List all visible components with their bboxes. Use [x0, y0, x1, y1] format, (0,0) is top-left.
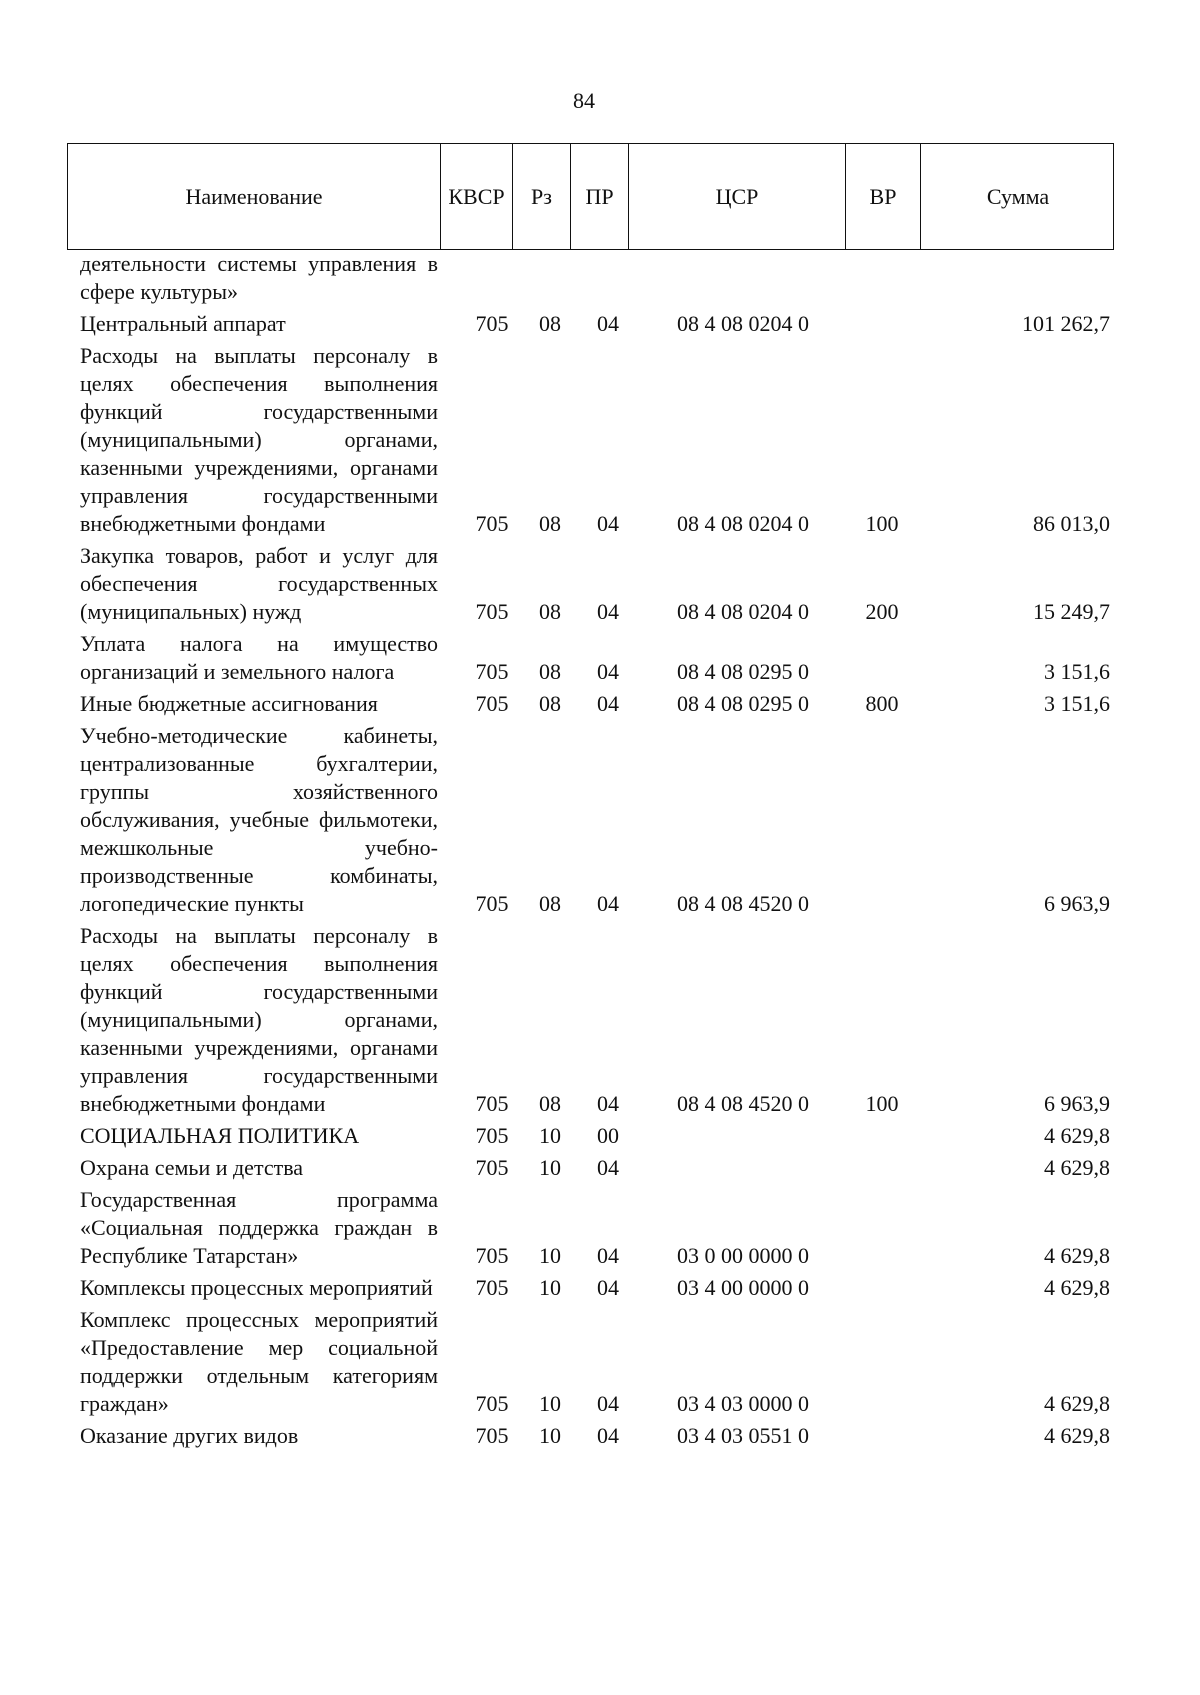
row-pr: 04 [597, 891, 619, 916]
table-row [80, 1154, 1114, 1182]
row-name: деятельности системы управления в сфере культуры» [80, 251, 438, 304]
row-sum: 15 249,7 [1033, 599, 1110, 624]
row-csr: 08 4 08 4520 0 [677, 1091, 809, 1116]
row-pr: 00 [597, 1123, 619, 1148]
row-sum: 4 629,8 [1044, 1423, 1110, 1448]
row-csr: 08 4 08 0204 0 [677, 311, 809, 336]
row-name: Иные бюджетные ассигнования [80, 691, 378, 716]
table-row [80, 1306, 1114, 1418]
header-vr: ВР [845, 144, 920, 249]
row-pr: 04 [597, 691, 619, 716]
row-rz: 08 [539, 599, 561, 624]
row-kvsr: 705 [475, 659, 509, 684]
row-pr: 04 [597, 1275, 619, 1300]
table-row [80, 690, 1114, 718]
row-csr: 03 4 00 0000 0 [677, 1275, 809, 1300]
table-row [80, 310, 1114, 338]
header-sum: Сумма [920, 144, 1115, 249]
table-row [80, 1122, 1114, 1150]
row-kvsr: 705 [475, 1275, 509, 1300]
header-rz: Рз [512, 144, 570, 249]
row-vr: 100 [865, 1091, 899, 1116]
row-pr: 04 [597, 511, 619, 536]
table-row [80, 1274, 1114, 1302]
row-pr: 04 [597, 1155, 619, 1180]
row-name: Комплексы процессных мероприятий [80, 1275, 433, 1300]
row-kvsr: 705 [475, 511, 509, 536]
row-sum: 6 963,9 [1044, 891, 1110, 916]
row-kvsr: 705 [475, 1391, 509, 1416]
row-kvsr: 705 [475, 1091, 509, 1116]
row-kvsr: 705 [475, 1423, 509, 1448]
row-kvsr: 705 [475, 599, 509, 624]
row-sum: 4 629,8 [1044, 1391, 1110, 1416]
row-pr: 04 [597, 1423, 619, 1448]
header-kvsr: КВСР [440, 144, 512, 249]
table-body [80, 250, 1114, 1454]
header-csr: ЦСР [628, 144, 845, 249]
row-rz: 10 [539, 1155, 561, 1180]
row-kvsr: 705 [475, 691, 509, 716]
table-row [80, 922, 1114, 1118]
row-name: Учебно-методические кабинеты, централизованные бухгалтерии, группы хозяйственного обслуживания, учебные фильмотеки, межшкольные учебно-производственные комбинаты, логопедические пункты [80, 723, 438, 916]
row-rz: 10 [539, 1423, 561, 1448]
row-sum: 3 151,6 [1044, 691, 1110, 716]
row-name: Расходы на выплаты персоналу в целях обеспечения выполнения функций государственными (муниципальными) органами, казенными учреждениями, органами управления государственными внебюджетными фондами [80, 343, 438, 536]
row-sum: 4 629,8 [1044, 1155, 1110, 1180]
row-rz: 08 [539, 659, 561, 684]
row-name: Расходы на выплаты персоналу в целях обеспечения выполнения функций государственными (муниципальными) органами, казенными учреждениями, органами управления государственными внебюджетными фондами [80, 923, 438, 1116]
table-row [80, 250, 1114, 306]
table-row [80, 342, 1114, 538]
row-kvsr: 705 [475, 311, 509, 336]
row-pr: 04 [597, 659, 619, 684]
row-csr: 08 4 08 0295 0 [677, 691, 809, 716]
row-kvsr: 705 [475, 1123, 509, 1148]
row-name: Государственная программа «Социальная поддержка граждан в Республике Татарстан» [80, 1187, 438, 1268]
row-vr: 800 [865, 691, 899, 716]
row-vr: 100 [865, 511, 899, 536]
table-row [80, 542, 1114, 626]
row-sum: 4 629,8 [1044, 1275, 1110, 1300]
row-rz: 08 [539, 511, 561, 536]
row-rz: 08 [539, 891, 561, 916]
row-kvsr: 705 [475, 891, 509, 916]
row-rz: 08 [539, 311, 561, 336]
row-pr: 04 [597, 1243, 619, 1268]
row-sum: 4 629,8 [1044, 1123, 1110, 1148]
row-pr: 04 [597, 1091, 619, 1116]
row-rz: 10 [539, 1243, 561, 1268]
row-csr: 08 4 08 0295 0 [677, 659, 809, 684]
row-rz: 08 [539, 691, 561, 716]
row-pr: 04 [597, 599, 619, 624]
row-pr: 04 [597, 311, 619, 336]
row-sum: 6 963,9 [1044, 1091, 1110, 1116]
row-csr: 08 4 08 0204 0 [677, 599, 809, 624]
header-pr: ПР [570, 144, 628, 249]
row-rz: 10 [539, 1391, 561, 1416]
row-csr: 03 0 00 0000 0 [677, 1243, 809, 1268]
row-csr: 03 4 03 0000 0 [677, 1391, 809, 1416]
row-rz: 10 [539, 1123, 561, 1148]
table-row [80, 1186, 1114, 1270]
row-name: Центральный аппарат [80, 311, 286, 336]
table-header [67, 143, 1114, 250]
row-name: Охрана семьи и детства [80, 1155, 304, 1180]
row-kvsr: 705 [475, 1155, 509, 1180]
row-rz: 10 [539, 1275, 561, 1300]
row-sum: 101 262,7 [1022, 311, 1110, 336]
row-csr: 08 4 08 0204 0 [677, 511, 809, 536]
row-csr: 03 4 03 0551 0 [677, 1423, 809, 1448]
row-name: Комплекс процессных мероприятий «Предоставление мер социальной поддержки отдельным категориям граждан» [80, 1307, 438, 1416]
row-name: СОЦИАЛЬНАЯ ПОЛИТИКА [80, 1123, 360, 1148]
table-row [80, 722, 1114, 918]
row-sum: 4 629,8 [1044, 1243, 1110, 1268]
table-row [80, 1422, 1114, 1450]
row-sum: 86 013,0 [1033, 511, 1110, 536]
row-name: Оказание других видов [80, 1423, 299, 1448]
row-csr: 08 4 08 4520 0 [677, 891, 809, 916]
row-pr: 04 [597, 1391, 619, 1416]
row-kvsr: 705 [475, 1243, 509, 1268]
header-name: Наименование [185, 183, 323, 209]
page-number: 84 [573, 88, 595, 113]
row-vr: 200 [865, 599, 899, 624]
row-name: Закупка товаров, работ и услуг для обеспечения государственных (муниципальных) нужд [80, 543, 438, 624]
row-sum: 3 151,6 [1044, 659, 1110, 684]
row-rz: 08 [539, 1091, 561, 1116]
row-name: Уплата налога на имущество организаций и земельного налога [80, 631, 438, 684]
table-row [80, 630, 1114, 686]
